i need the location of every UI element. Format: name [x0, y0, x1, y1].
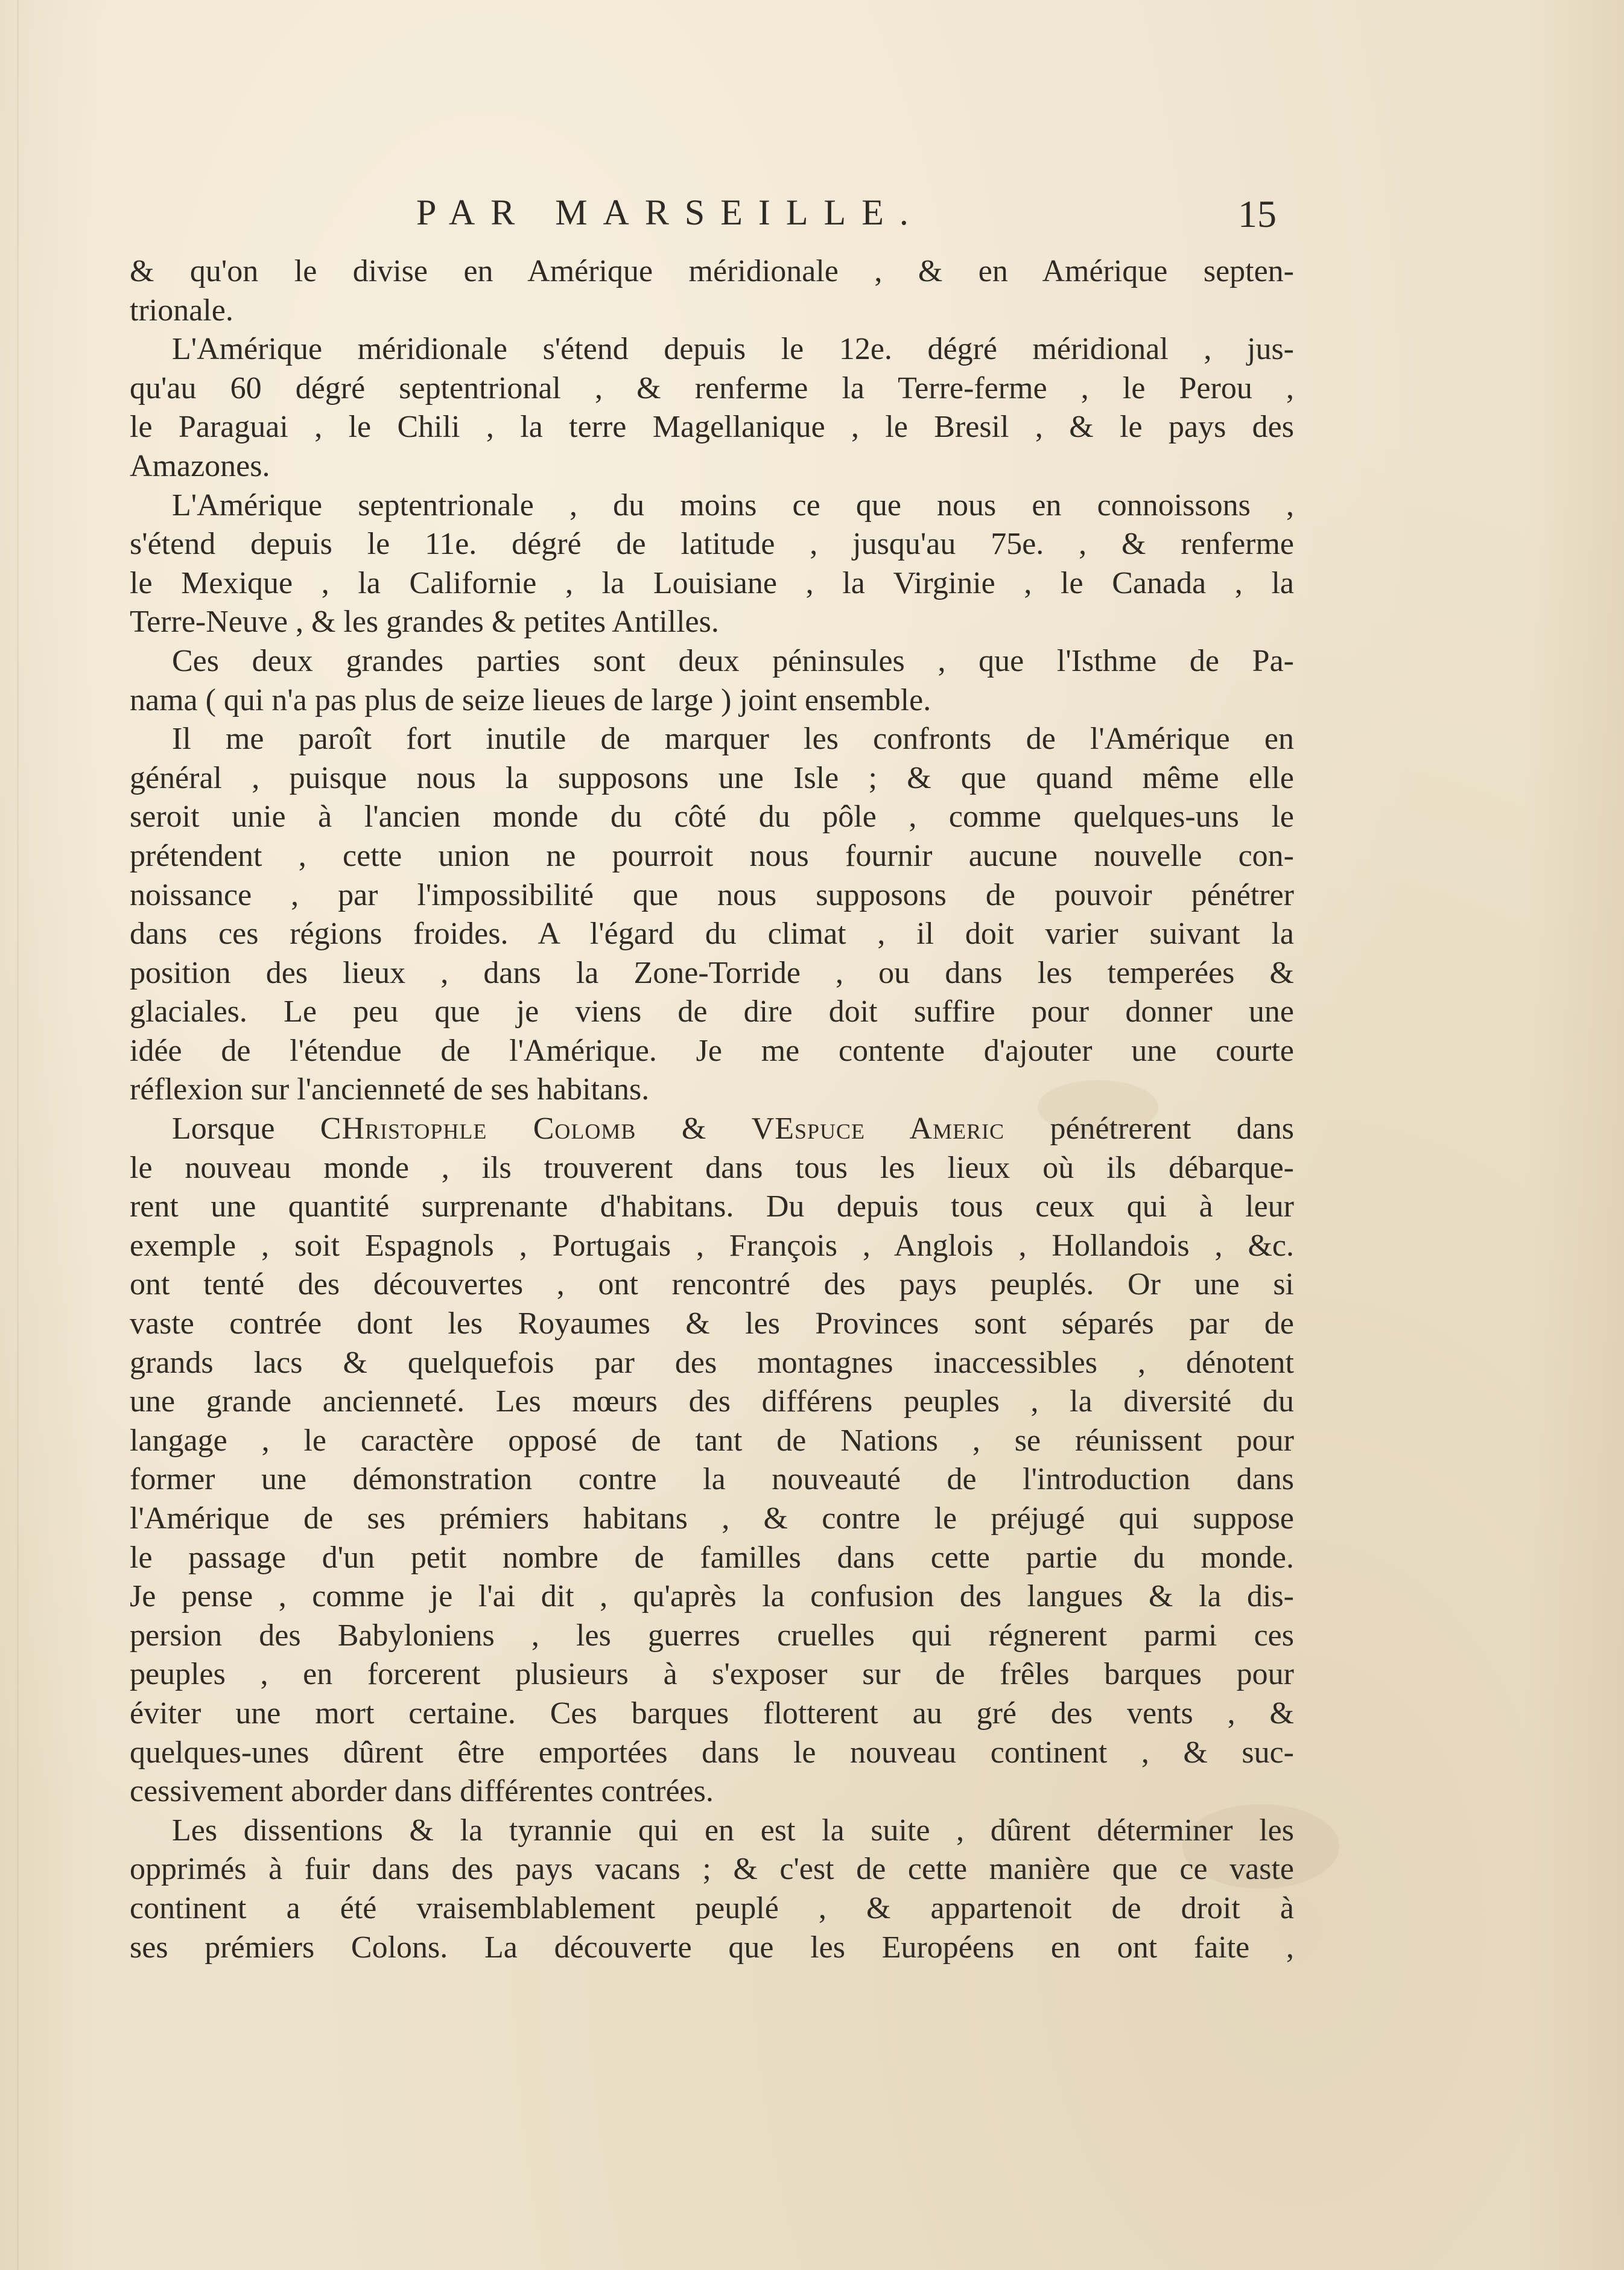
text-line: Lorsque CHristophle Colomb & VEspuce Americ pénétrerent dans [172, 1111, 1295, 1146]
text-line: Les dissentions & la tyrannie qui en est la suite , dûrent déterminer les [172, 1813, 1294, 1848]
text-line: trionale. [130, 293, 233, 328]
text-line: une grande ancienneté. Les mœurs des différens peuples , la diversité du [130, 1384, 1294, 1419]
running-title: PAR MARSEILLE. [416, 192, 924, 232]
text-line: L'Amérique septentrionale , du moins ce que nous en connoissons , [172, 488, 1294, 523]
text-line: le nouveau monde , ils trouverent dans tous les lieux où ils débarque- [130, 1150, 1294, 1185]
text-line: ont tenté des découvertes , ont rencontré des pays peuplés. Or une si [130, 1267, 1294, 1302]
body-text [130, 252, 1294, 1967]
text-line: cessivement aborder dans différentes contrées. [130, 1774, 714, 1809]
text-line: rent une quantité surprenante d'habitans. Du depuis tous ceux qui à leur [130, 1189, 1294, 1224]
small-caps-name: VEspuce Americ [751, 1111, 1005, 1146]
text-line: Terre-Neuve , & les grandes & petites Antilles. [130, 605, 719, 640]
text-line: Il me paroît fort inutile de marquer les confronts de l'Amérique en [172, 722, 1294, 757]
text-line: exemple , soit Espagnols , Portugais , François , Anglois , Hollandois , &c. [130, 1228, 1294, 1263]
small-caps-name: CHristophle Colomb [320, 1111, 636, 1146]
text-line: ses prémiers Colons. La découverte que les Européens en ont faite , [130, 1930, 1294, 1965]
text-line: persion des Babyloniens , les guerres cruelles qui régnerent parmi ces [130, 1618, 1294, 1653]
text-line: réflexion sur l'ancienneté de ses habitans. [130, 1072, 650, 1107]
text-line: L'Amérique méridionale s'étend depuis le 12e. dégré méridional , jus- [172, 332, 1294, 367]
text-line: vaste contrée dont les Royaumes & les Provinces sont séparés par de [130, 1306, 1294, 1341]
text-line: Je pense , comme je l'ai dit , qu'après la confusion des langues & la dis- [130, 1579, 1294, 1614]
text-line: dans ces régions froides. A l'égard du climat , il doit varier suivant la [130, 917, 1294, 952]
text-line: seroit unie à l'ancien monde du côté du pôle , comme quelques-uns le [130, 800, 1294, 835]
text-line: nama ( qui n'a pas plus de seize lieues de large ) joint ensemble. [130, 682, 931, 717]
text-line: prétendent , cette union ne pourroit nous fournir aucune nouvelle con- [130, 838, 1294, 873]
text-line: grands lacs & quelquefois par des montagnes inaccessibles , dénotent [130, 1345, 1294, 1380]
text-line: noissance , par l'impossibilité que nous supposons de pouvoir pénétrer [130, 877, 1294, 912]
text-line: & qu'on le divise en Amérique méridionale , & en Amérique septen- [130, 254, 1294, 288]
text-line: éviter une mort certaine. Ces barques flotterent au gré des vents , & [130, 1696, 1294, 1731]
text-line: Ces deux grandes parties sont deux péninsules , que l'Isthme de Pa- [172, 643, 1294, 678]
page-edge-shadow [17, 0, 19, 2270]
text-line: former une démonstration contre la nouveauté de l'introduction dans [130, 1462, 1294, 1497]
text-line: le Mexique , la Californie , la Louisiane , la Virginie , le Canada , la [130, 565, 1294, 600]
text-line: qu'au 60 dégré septentrional , & renferme la Terre-ferme , le Perou , [130, 370, 1294, 405]
text-line: l'Amérique de ses prémiers habitans , & contre le préjugé qui suppose [130, 1501, 1294, 1536]
text-line: peuples , en forcerent plusieurs à s'exposer sur de frêles barques pour [130, 1657, 1294, 1692]
text-line: Amazones. [130, 448, 270, 483]
text-line: le Paraguai , le Chili , la terre Magellanique , le Bresil , & le pays des [130, 410, 1294, 445]
text-line: continent a été vraisemblablement peuplé , & appartenoit de droit à [130, 1890, 1294, 1925]
text-line: général , puisque nous la supposons une Isle ; & que quand même elle [130, 760, 1294, 795]
text-line: glaciales. Le peu que je viens de dire doit suffire pour donner une [130, 994, 1294, 1029]
text-line: le passage d'un petit nombre de familles dans cette partie du monde. [130, 1540, 1294, 1575]
text-line: quelques-unes dûrent être emportées dans le nouveau continent , & suc- [130, 1735, 1294, 1770]
text-line: idée de l'étendue de l'Amérique. Je me contente d'ajouter une courte [130, 1033, 1294, 1068]
text-line: s'étend depuis le 11e. dégré de latitude , jusqu'au 75e. , & renferme [130, 527, 1294, 562]
text-line: opprimés à fuir dans des pays vacans ; & c'est de cette manière que ce vaste [130, 1852, 1294, 1887]
text-line: position des lieux , dans la Zone-Torride , ou dans les temperées & [130, 955, 1294, 990]
text-line: langage , le caractère opposé de tant de Nations , se réunissent pour [130, 1423, 1294, 1458]
running-head [0, 192, 1624, 246]
page-number: 15 [1238, 192, 1277, 235]
